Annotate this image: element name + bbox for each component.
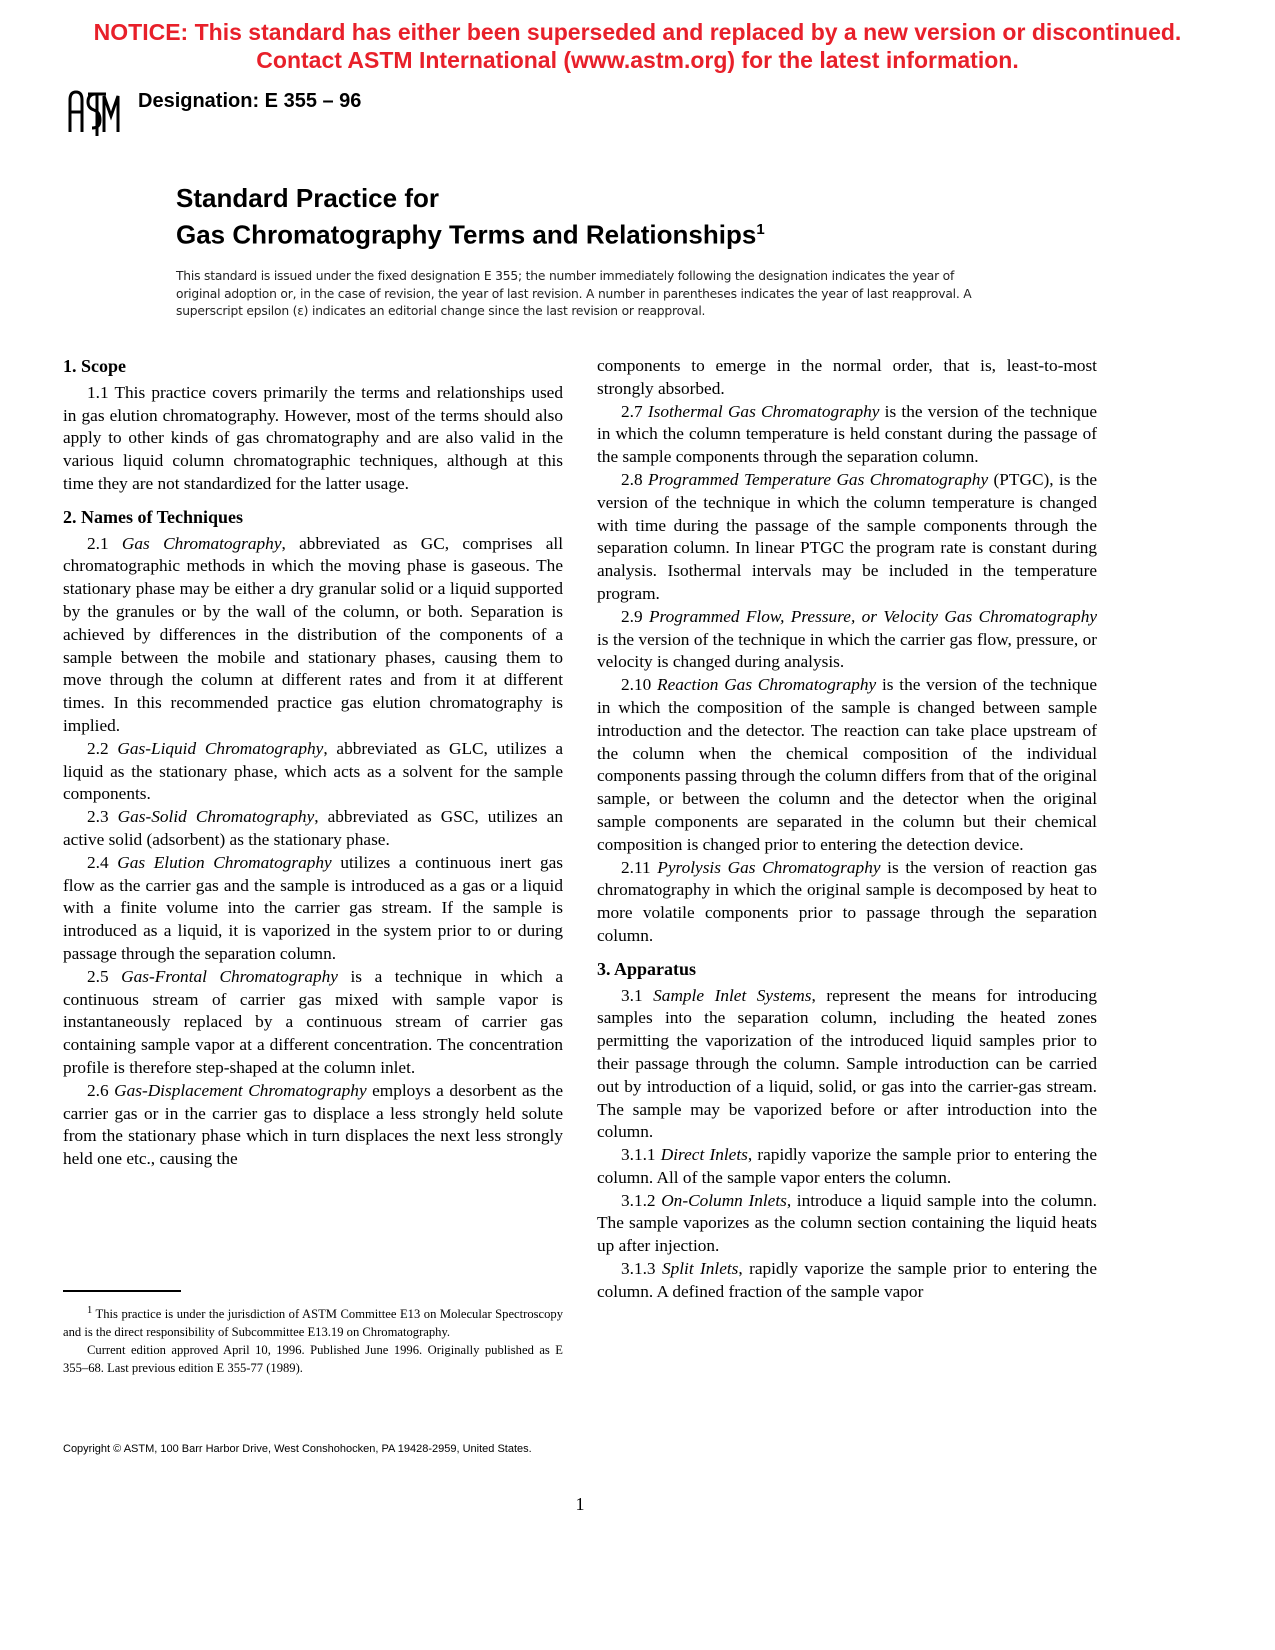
paragraph: [63, 738, 563, 806]
paragraph: [63, 806, 563, 852]
term: Pyrolysis Gas Chromatography: [657, 857, 881, 877]
paragraph-number: 2.4: [87, 852, 118, 872]
paragraph-number: 2.7: [621, 401, 648, 421]
definition-text: , abbreviated as GLC, utilizes a liquid as the stationary phase, which acts as a solvent for the sample components.: [63, 738, 564, 804]
paragraph: [597, 1144, 1097, 1190]
definition-text: is the version of the technique in which the carrier gas flow, pressure, or velocity is changed during analysis.: [597, 629, 1097, 672]
definition-text: , rapidly vaporize the sample prior to entering the column. All of the sample vapor enters the column.: [597, 1145, 1097, 1187]
definition-text: employs a desorbent as the carrier gas or in the carrier gas to displace a less strongly held solute from the stationary phase which in turn displaces the next less strongly held one etc., causing the: [63, 1080, 563, 1169]
title-line-2: [176, 214, 765, 251]
definition-text: , rapidly vaporize the sample prior to entering the column. A defined fraction of the sample vapor: [597, 1259, 1097, 1301]
paragraph: [597, 469, 1097, 606]
title-line-1: Standard Practice for: [176, 183, 439, 213]
paragraph: [597, 985, 1097, 1145]
footnote-divider: [63, 1290, 181, 1292]
page-number: 1: [575, 1494, 585, 1514]
page-title: [176, 182, 765, 251]
paragraph: 1.1 This practice covers primarily the terms and relationships used in gas elution chromatography. However, most of the terms should also apply to other kinds of gas chromatography and are also valid in the various liquid column chromatographic techniques, although at this time they are not standardized for the latter usage.: [63, 382, 563, 493]
term: On-Column Inlets: [661, 1190, 787, 1210]
definition-text: is the version of reaction gas chromatography in which the original sample is decomposed by heat to more volatile components prior to passage through the separation column.: [597, 857, 1098, 945]
term: Reaction Gas Chromatography: [657, 675, 877, 695]
footnote-1-text: This practice is under the jurisdiction of ASTM Committee E13 on Molecular Spectroscopy and is the direct responsibility of Subcommittee E13.19 on Chromatography.: [63, 1307, 563, 1340]
right-column: [597, 355, 1097, 1304]
paragraph-list: [597, 985, 1097, 1304]
paragraph: [597, 857, 1097, 948]
term: Gas-Frontal Chromatography: [121, 966, 338, 986]
issued-note: This standard is issued under the fixed designation E 355; the number immediately following the designation indicates the year of original adoption or, in the case of revision, the year of last revision. A number in parentheses indicates the year of last reapproval. A superscript epsilon (ε) indicates an editorial change since the last revision or reapproval.: [176, 269, 972, 318]
definition-text: , represent the means for introducing samples into the separation column, including the heated zones permitting the vaporization of the introduced liquid samples prior to their passage through the column. Sample introduction can be carried out by introduction of a liquid, solid, or gas into the carrier-gas stream. The sample may be vaporized before or after introduction into the column.: [597, 985, 1097, 1142]
paragraph-number: 2.1: [87, 533, 122, 553]
designation: Designation: E 355 – 96: [138, 90, 362, 112]
term: Gas-Liquid Chromatography: [117, 738, 324, 758]
paragraph: [597, 606, 1097, 674]
paragraph-number: 2.6: [87, 1080, 115, 1100]
paragraph-number: 2.9: [621, 606, 649, 626]
footnotes: [63, 1302, 563, 1377]
astm-logo-icon: [66, 86, 122, 138]
paragraph-number: 2.10: [621, 675, 658, 695]
term: Isothermal Gas Chromatography: [647, 401, 880, 421]
paragraph-number: 3.1: [621, 985, 654, 1005]
paragraph-number: 3.1.2: [621, 1190, 662, 1210]
term: Gas Elution Chromatography: [117, 852, 332, 872]
term: Split Inlets: [661, 1259, 739, 1279]
section-heading-scope: 1. Scope: [63, 356, 126, 376]
paragraph: [597, 401, 1097, 469]
paragraph-number: 3.1.1: [621, 1145, 661, 1165]
paragraph: [63, 966, 563, 1080]
definition-text: is the version of the technique in which the composition of the sample is changed between sample introduction and the detector. The reaction can take place upstream of the column when the chemical composition of the individual components passing through the column differs from that of the original sample, or between the column and the detector when the original sample components are separated in the column but their chemical composition is changed prior to entering the detection device.: [597, 675, 1098, 854]
definition-text: , abbreviated as GC, comprises all chromatographic methods in which the moving phase is gaseous. The stationary phase may be either a dry granular solid or a liquid supported by the granules or by the wall of the column, or both. Separation is achieved by differences in the distribution of the components of a sample between the mobile and stationary phases, causing them to move through the column at different rates and from it at different times. In this recommended practice gas elution chromatography is implied.: [63, 533, 564, 735]
paragraph-number: 2.5: [87, 966, 122, 986]
definition-text: is the version of the technique in which the column temperature is held constant during the passage of the sample components through the separation column.: [597, 401, 1098, 467]
notice-line-1: NOTICE: This standard has either been superseded and replaced by a new version or discontinued.: [93, 19, 1182, 45]
definition-text: (PTGC), is the version of the technique in which the column temperature is changed with time during the passage of the sample components through the separation column. In linear PTGC the program rate is constant during analysis. Isothermal intervals may be included in the temperature program.: [597, 469, 1098, 603]
paragraph: [597, 1258, 1097, 1304]
paragraph: [597, 674, 1097, 856]
paragraph-number: 2.2: [87, 738, 118, 758]
definition-text: is a technique in which a continuous stream of carrier gas mixed with sample vapor is instantaneously replaced by a continuous stream of carrier gas containing sample vapor at a different concentration. The concentration profile is therefore step-shaped at the column inlet.: [63, 966, 564, 1077]
paragraph-list: [597, 401, 1097, 948]
term: Programmed Flow, Pressure, or Velocity Gas Chromatography: [648, 606, 1098, 626]
term: Programmed Temperature Gas Chromatography: [648, 469, 989, 489]
paragraph: [63, 852, 563, 966]
term: Gas-Solid Chromatography: [117, 807, 315, 827]
term: Sample Inlet Systems: [653, 985, 812, 1005]
paragraph-number: 2.3: [87, 807, 118, 827]
footnote-mark: 1: [87, 1305, 93, 1316]
footnote-1: [63, 1302, 563, 1341]
paragraph: [63, 1080, 563, 1171]
term: Direct Inlets: [660, 1145, 748, 1165]
paragraph-continued: components to emerge in the normal order, that is, least-to-most strongly absorbed.: [597, 356, 1097, 398]
footnote-ref[interactable]: 1: [756, 221, 765, 238]
definition-text: , introduce a liquid sample into the column. The sample vaporizes as the column section containing the liquid heats up after injection.: [597, 1190, 1097, 1256]
section-heading-apparatus: 3. Apparatus: [597, 958, 697, 979]
notice-line-2: Contact ASTM International (www.astm.org) for the latest information.: [256, 47, 1019, 73]
paragraph: [63, 533, 563, 738]
paragraph-number: 3.1.3: [621, 1259, 662, 1279]
paragraph: [597, 1190, 1097, 1258]
copyright: Copyright © ASTM, 100 Barr Harbor Drive, West Conshohocken, PA 19428-2959, United States.: [63, 1443, 532, 1455]
definition-text: utilizes a continuous inert gas flow as the carrier gas and the sample is introduced as a gas or a liquid with a finite volume into the carrier gas stream. If the sample is introduced as a liquid, it is vaporized in the system prior to or during passage through the separation column.: [63, 852, 564, 963]
term: Gas Chromatography: [121, 533, 282, 553]
definition-text: , abbreviated as GSC, utilizes an active solid (adsorbent) as the stationary phase.: [63, 807, 563, 849]
paragraph-number: 2.8: [621, 469, 649, 489]
footnote-2: Current edition approved April 10, 1996. Published June 1996. Originally published as E 355–68. Last previous edition E 355-77 (1989).: [63, 1343, 563, 1376]
term: Gas-Displacement Chromatography: [114, 1080, 367, 1100]
supersession-notice: [0, 18, 1275, 74]
paragraph-list: [63, 533, 563, 1171]
left-column: [63, 355, 563, 1171]
title-line-2-text: Gas Chromatography Terms and Relationships: [176, 219, 757, 250]
paragraph-number: 2.11: [621, 857, 658, 877]
section-heading-techniques: 2. Names of Techniques: [63, 506, 244, 527]
